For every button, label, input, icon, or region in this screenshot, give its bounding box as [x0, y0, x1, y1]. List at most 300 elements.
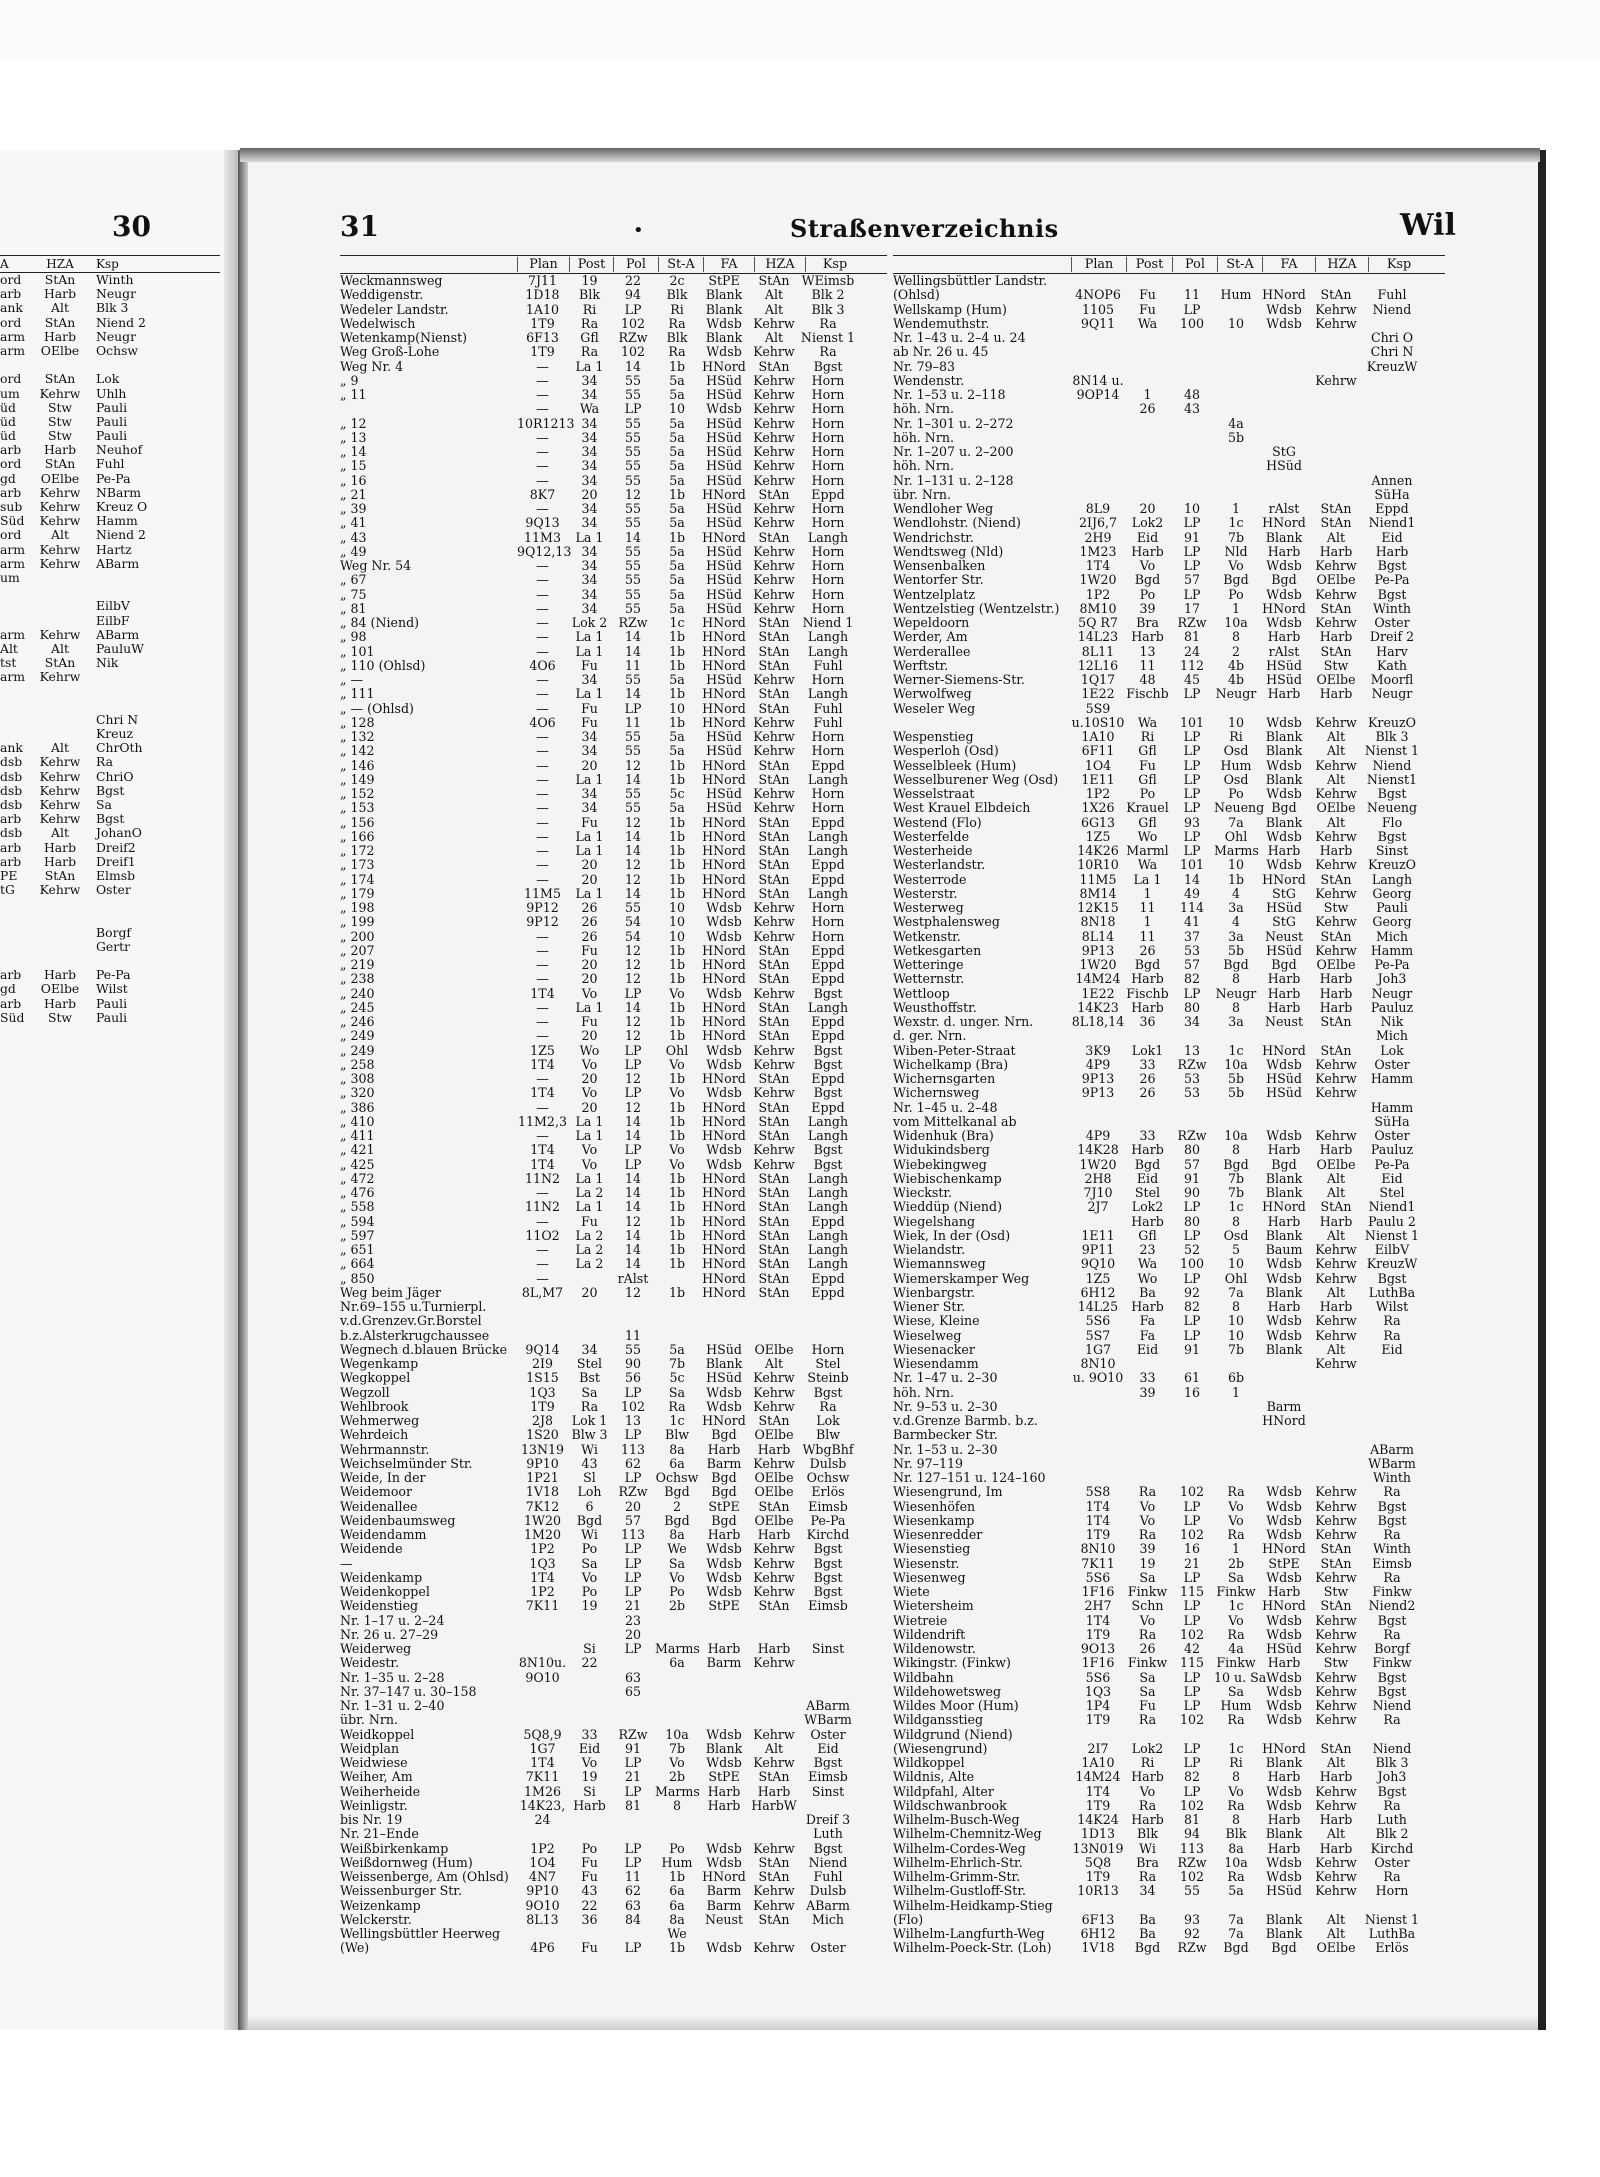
cell-ksp: Stel	[1379, 1185, 1405, 1200]
cell: Harb	[43, 442, 77, 458]
cell-plan	[1071, 1215, 1125, 1229]
cell-hza: Alt	[1326, 1284, 1346, 1300]
cell-name: Wegenkamp	[340, 1356, 419, 1371]
cell-ksp: ABarm	[806, 1698, 850, 1713]
cell-plan: 9OP14	[1076, 387, 1120, 402]
table-row	[893, 1086, 1445, 1100]
table-row	[340, 1101, 887, 1115]
cell-plan	[517, 1927, 568, 1941]
cell-fa	[1258, 1899, 1310, 1913]
table-row	[0, 472, 220, 486]
cell-ksp	[1362, 402, 1422, 416]
cell-post: 43	[581, 1455, 598, 1471]
table-row	[893, 1428, 1445, 1442]
table-row	[893, 702, 1445, 716]
cell-name: Weidende	[340, 1541, 403, 1557]
cell-post: Fu	[581, 700, 598, 716]
cell-pol: 12	[624, 1014, 642, 1029]
cell-name: übr. Nrn.	[893, 486, 951, 502]
cell-sta: 1b	[668, 1227, 686, 1243]
cell: dsb	[0, 754, 23, 770]
cell-fa: Wdsb	[706, 1384, 742, 1400]
cell-pol: LP	[1183, 1227, 1201, 1243]
cell: ord	[0, 456, 22, 472]
table-row	[893, 431, 1445, 445]
cell-plan	[517, 1713, 568, 1727]
cell-plan: 1T4	[1085, 1512, 1111, 1528]
cell-fa: Blank	[1265, 1185, 1303, 1200]
cell-sta: 1c	[669, 615, 685, 630]
cell-name: „ 249	[340, 1042, 375, 1058]
cell-fa: Wdsb	[1266, 1569, 1302, 1585]
cell-pol: LP	[624, 301, 642, 317]
cell-sta: Ra	[1227, 1626, 1245, 1642]
table-row	[893, 1856, 1445, 1870]
cell-sta: 3a	[1228, 1014, 1244, 1029]
cell-post: 22	[581, 1655, 598, 1671]
cell-fa	[1258, 388, 1310, 402]
cell-hza: Harb	[1319, 1840, 1353, 1856]
cell-ksp: Winth	[1372, 1541, 1412, 1557]
cell-post: Harb	[573, 1797, 606, 1813]
cell-post: Ba	[1139, 1284, 1156, 1300]
cell-fa	[699, 1329, 749, 1343]
cell-sta: Vo	[1228, 1612, 1244, 1628]
cell-sta: Nld	[1224, 543, 1248, 559]
table-row	[340, 1400, 887, 1414]
cell-fa: Bgd	[711, 1484, 737, 1500]
cell-plan: 11N2	[524, 1170, 561, 1186]
cell-sta: 4	[1231, 914, 1240, 930]
cell-hza: Kehrw	[753, 1755, 795, 1770]
cell-plan: 1T4	[530, 1056, 555, 1072]
cell-name: „ 425	[340, 1156, 375, 1172]
cell-sta: 5a	[669, 743, 685, 759]
table-row	[893, 1799, 1445, 1813]
cell-plan: 1Q3	[529, 1384, 556, 1400]
cell-fa: Barm	[706, 1455, 742, 1471]
cell-fa: Wdsb	[706, 1555, 742, 1571]
cell-sta: Neueng	[1214, 800, 1265, 816]
cell-fa: Blank	[1265, 743, 1303, 759]
table-row	[893, 1257, 1445, 1271]
cell-post: 1	[1143, 914, 1152, 930]
cell-name: Weiher, Am	[340, 1769, 413, 1785]
cell-name: Wensenbalken	[893, 558, 986, 573]
cell-pol: RZw	[1177, 1056, 1207, 1072]
table-row	[893, 388, 1445, 402]
cell-fa: Harb	[707, 1641, 741, 1656]
cell-ksp: Eppd	[811, 1270, 845, 1286]
cell-sta: 1b	[668, 885, 686, 901]
cell-plan: 5Q R7	[1078, 615, 1118, 630]
cell-plan: —	[536, 401, 549, 417]
cell-plan: —	[536, 1185, 549, 1200]
cell-fa: Wdsb	[1266, 757, 1302, 773]
cell-pol	[1170, 474, 1214, 488]
cell-fa: Wdsb	[1266, 1612, 1302, 1628]
cell-name: Wiesenstr.	[893, 1555, 960, 1571]
cell-hza: StAn	[758, 615, 790, 630]
cell-fa	[1258, 1728, 1310, 1742]
cell-name: „ 16	[340, 472, 367, 488]
cell-name: Weidemoor	[340, 1484, 413, 1500]
cell-fa: StPE	[1268, 1555, 1300, 1571]
cell-ksp: Lok	[816, 1413, 840, 1428]
cell-pol: 113	[1179, 1840, 1205, 1856]
cell-post: Schn	[1131, 1598, 1164, 1614]
cell-pol: 13	[1183, 1042, 1201, 1058]
cell-plan: 9Q14	[525, 1341, 560, 1357]
cell-plan: 1O4	[1084, 757, 1112, 773]
table-row	[893, 1443, 1445, 1457]
cell-pol	[611, 1656, 655, 1670]
table-row	[0, 855, 220, 869]
cell-sta	[1214, 331, 1258, 345]
cell-sta: 7b	[1227, 1185, 1245, 1200]
table-row	[893, 602, 1445, 616]
cell-hza: StAn	[758, 358, 790, 374]
cell-ksp: Bgst	[1377, 1512, 1407, 1528]
cell-post: Wa	[1137, 714, 1158, 730]
table-row	[340, 1357, 887, 1371]
cell-fa: HNord	[702, 1170, 746, 1186]
cell-hza	[1310, 1400, 1362, 1414]
cell-ksp: Bgst	[813, 1584, 843, 1599]
cell: Neuhof	[96, 442, 143, 458]
cell-plan: 8N10	[1080, 1356, 1116, 1371]
cell: Lok	[96, 371, 120, 387]
cell-ksp: Langh	[807, 1185, 849, 1200]
table-row	[0, 557, 220, 571]
table-row	[893, 588, 1445, 602]
cell-plan: 14K23,	[519, 1797, 566, 1813]
cell-sta: 2	[1231, 643, 1240, 659]
table-row	[340, 630, 887, 644]
cell-name: Werftstr.	[893, 657, 949, 673]
cell-pol	[1170, 1029, 1214, 1043]
street-table-right	[893, 255, 1445, 1956]
table-row	[893, 1500, 1445, 1514]
cell-ksp	[799, 1685, 857, 1699]
cell-fa: Harb	[1267, 1769, 1301, 1785]
cell-hza: OElbe	[754, 1470, 794, 1485]
cell-plan: 7K11	[525, 1598, 560, 1614]
cell-post	[1125, 1899, 1170, 1913]
cell-ksp: Ochsw	[806, 1470, 850, 1485]
cell-post: Vo	[581, 1142, 598, 1158]
cell-plan: —	[536, 1071, 549, 1086]
cell-sta: Ohl	[1224, 828, 1248, 844]
cell-pol: 13	[624, 1413, 642, 1428]
cell-pol	[611, 1927, 655, 1941]
cell-plan: 1P2	[1085, 586, 1111, 602]
cell	[0, 614, 30, 628]
cell-plan: 1G7	[529, 1740, 556, 1756]
cell-post: Fa	[1139, 1313, 1156, 1329]
cell-plan: 6G13	[1080, 814, 1116, 830]
cell-sta: Bgd	[664, 1484, 690, 1500]
table-row	[340, 274, 887, 288]
cell-sta: We	[667, 1541, 687, 1557]
cell-sta: 1b	[668, 714, 686, 730]
cell-plan: —	[536, 672, 549, 687]
cell-post	[1125, 417, 1170, 431]
cell-pol: LP	[1183, 1755, 1201, 1770]
cell-post: La 1	[575, 1113, 604, 1129]
cell-fa: HNord	[702, 1413, 746, 1428]
cell-name: Wielandstr.	[893, 1242, 966, 1257]
cell-ksp	[1362, 702, 1422, 716]
table-row	[340, 1129, 887, 1143]
cell-pol: 115	[1179, 1655, 1205, 1671]
cell-hza: StAn	[758, 273, 790, 288]
cell-plan: 1W20	[1079, 572, 1117, 588]
cell-pol: 84	[624, 1911, 642, 1927]
cell-hza: StAn	[1320, 501, 1352, 516]
cell-hza: Kehrw	[753, 515, 795, 531]
cell-plan: —	[536, 942, 549, 958]
cell-pol: 55	[624, 372, 642, 388]
cell-fa: HNord	[702, 871, 746, 887]
cell-post: Harb	[1131, 1812, 1164, 1827]
cell-hza: StAn	[758, 1185, 790, 1200]
cell-ksp: KreuzO	[1368, 714, 1416, 730]
cell-name: Nr. 21–Ende	[340, 1826, 419, 1842]
table-row	[893, 531, 1445, 545]
cell-name: „ 174	[340, 871, 375, 887]
cell-plan: —	[536, 458, 549, 474]
cell-ksp: Ra	[1383, 1712, 1401, 1728]
table-row	[340, 516, 887, 530]
cell-post	[568, 1272, 611, 1286]
cell-name: Weidkoppel	[340, 1726, 415, 1742]
cell-post: Fu	[581, 1213, 598, 1229]
cell-post: 19	[581, 1598, 598, 1614]
cell-post: 11	[1139, 657, 1156, 673]
table-row	[340, 417, 887, 431]
cell-post: Stel	[1134, 1185, 1161, 1200]
cell-hza: Alt	[1326, 1227, 1346, 1243]
cell-name: Wichelkamp (Bra)	[893, 1056, 1009, 1072]
cell-sta: 8	[672, 1797, 681, 1813]
cell-hza: Alt	[1326, 1911, 1346, 1927]
cell-sta	[1214, 1457, 1258, 1471]
cell-plan: 4N7	[528, 1869, 557, 1884]
cell-name: Wichernsgarten	[893, 1071, 996, 1086]
cell-name: Nr. 1–53 u. 2–30	[893, 1441, 998, 1457]
cell-post: 22	[581, 1897, 598, 1913]
cell-fa: StPE	[708, 1769, 740, 1785]
cell: NBarm	[96, 484, 142, 500]
left-fragment-table	[0, 255, 220, 1025]
cell-post: Finkw	[1127, 1655, 1168, 1671]
table-row	[893, 1044, 1445, 1058]
cell: Alt	[51, 825, 69, 841]
cell: arb	[0, 286, 22, 302]
page-number-right: 31	[340, 210, 379, 243]
cell-sta	[1214, 1357, 1258, 1371]
table-row	[893, 502, 1445, 516]
cell-ksp: Eppd	[811, 1028, 845, 1044]
cell-pol: LP	[1183, 1569, 1201, 1585]
table-row	[0, 968, 220, 982]
cell-fa	[699, 1699, 749, 1713]
cell-sta: 1b	[668, 871, 686, 887]
cell-sta: 6a	[669, 1455, 685, 1471]
cell: Pauli	[96, 428, 128, 444]
cell	[0, 926, 30, 940]
cell-plan: 9P13	[1081, 1085, 1115, 1101]
cell-plan: —	[536, 444, 549, 459]
cell-name: Wikingstr. (Finkw)	[893, 1655, 1011, 1671]
table-row	[340, 830, 887, 844]
cell-hza: StAn	[758, 1028, 790, 1044]
cell-ksp: Niend1	[1368, 515, 1416, 531]
cell-pol: 94	[1183, 1826, 1201, 1842]
cell-hza: Kehrw	[753, 572, 795, 588]
cell-pol: 56	[624, 1370, 642, 1386]
table-row	[340, 1044, 887, 1058]
cell-hza: Harb	[1319, 1142, 1353, 1158]
cell-pol: LP	[1183, 543, 1201, 559]
cell-pol: 10	[1183, 501, 1201, 516]
cell-fa: Wdsb	[1266, 828, 1302, 844]
col-header: A	[0, 256, 9, 271]
cell-fa: HNord	[702, 885, 746, 901]
cell-ksp: Horn	[811, 472, 845, 488]
cell-name: ab Nr. 26 u. 45	[893, 344, 989, 360]
cell-name: Weidplan	[340, 1740, 400, 1756]
cell-pol: LP	[624, 1755, 642, 1770]
cell-post: La 2	[575, 1185, 604, 1200]
table-row	[893, 687, 1445, 701]
cell-ksp: Wilst	[1375, 1299, 1409, 1314]
cell-sta	[1214, 1443, 1258, 1457]
table-row	[340, 787, 887, 801]
cell-fa: Bgd	[711, 1512, 737, 1528]
cell-pol: 55	[624, 501, 642, 516]
cell-pol: 93	[1183, 1911, 1201, 1927]
table-row	[893, 573, 1445, 587]
cell-sta: 5a	[669, 429, 685, 445]
cell-fa: StG	[1272, 914, 1296, 930]
cell-name: Wieckstr.	[893, 1185, 953, 1200]
table-row	[893, 844, 1445, 858]
cell-sta: 5a	[669, 444, 685, 459]
cell-pol: 57	[624, 1512, 642, 1528]
cell-sta: Vo	[669, 1569, 685, 1585]
cell-post	[1125, 488, 1170, 502]
cell-post	[1125, 1115, 1170, 1129]
cell-plan: 8L14	[1081, 928, 1115, 944]
cell-plan: —	[536, 586, 549, 602]
cell-plan: 2I7	[1087, 1740, 1109, 1756]
cell-post: Lok2	[1131, 515, 1164, 531]
cell-plan: 1A10	[525, 301, 560, 317]
cell-post: Wi	[1139, 1840, 1156, 1856]
cell-post: Bgd	[1134, 572, 1161, 588]
table-row	[893, 545, 1445, 559]
table-row	[893, 1400, 1445, 1414]
cell-sta: 2c	[669, 273, 685, 288]
table-row	[340, 1770, 887, 1784]
cell: Stw	[47, 1009, 73, 1025]
cell-name: Nr. 1–45 u. 2–48	[893, 1099, 998, 1115]
cell-ksp: Eppd	[811, 1284, 845, 1300]
cell-plan: 1Z5	[530, 1042, 555, 1058]
cell	[0, 940, 30, 954]
cell-plan: 1F16	[1081, 1584, 1115, 1599]
cell	[0, 358, 30, 372]
cell: dsb	[0, 782, 23, 798]
cell-fa: Wdsb	[1266, 1313, 1302, 1329]
cell-pol: 11	[1183, 287, 1201, 303]
cell-hza: Kehrw	[753, 472, 795, 488]
table-row	[893, 887, 1445, 901]
table-row	[893, 1671, 1445, 1685]
cell-name: Wetkesgarten	[893, 942, 982, 958]
table-row	[0, 826, 220, 840]
cell: StAn	[44, 456, 76, 472]
cell-pol: 62	[624, 1455, 642, 1471]
table-row	[893, 1514, 1445, 1528]
cell: Dreif2	[96, 839, 136, 855]
cell-name: Wellingsbüttler Landstr.	[893, 273, 1048, 288]
cell-hza: StAn	[758, 1598, 790, 1614]
cell-pol: 37	[1183, 928, 1201, 944]
cell-ksp: Langh	[807, 771, 849, 787]
cell-post: Ba	[1139, 1911, 1156, 1927]
cell-hza: Kehrw	[753, 985, 795, 1001]
cell-name: Wexstr. d. unger. Nrn.	[893, 1014, 1034, 1029]
table-row	[893, 288, 1445, 302]
cell-sta: Bgd	[1223, 572, 1249, 588]
cell-pol: LP	[1183, 1698, 1201, 1713]
cell-ksp: Neugr	[1371, 985, 1413, 1001]
cell-fa	[1258, 1371, 1310, 1385]
cell-name: Wiese, Kleine	[893, 1313, 980, 1329]
table-row	[893, 1685, 1445, 1699]
table-row	[340, 1243, 887, 1257]
cell-fa: rAlst	[1268, 501, 1300, 516]
cell-post	[1125, 1443, 1170, 1457]
cell-sta: 10	[668, 928, 686, 944]
cell-post	[1125, 331, 1170, 345]
cell-plan: 5S7	[1085, 1327, 1111, 1343]
cell-sta: 1c	[1228, 515, 1244, 531]
cell	[30, 926, 90, 940]
cell-fa	[699, 1300, 749, 1314]
cell-pol: 11	[624, 1327, 642, 1343]
cell-pol: LP	[1183, 1270, 1201, 1286]
table-row	[340, 1628, 887, 1642]
table-row	[0, 330, 220, 344]
cell-sta: Vo	[669, 1156, 685, 1172]
cell-fa	[699, 1685, 749, 1699]
cell-plan: 2H8	[1084, 1170, 1112, 1186]
cell-fa: HNord	[702, 714, 746, 730]
table-row	[893, 816, 1445, 830]
cell-post: Fu	[581, 1854, 598, 1870]
cell-sta: 7a	[1228, 1926, 1244, 1941]
table-row	[0, 841, 220, 855]
cell-fa: HSüd	[706, 786, 742, 801]
cell-post: 33	[1139, 1370, 1156, 1386]
cell-ksp: Blk 2	[811, 287, 845, 303]
table-row	[893, 1143, 1445, 1157]
page-bottom-edge	[248, 2015, 1538, 2030]
